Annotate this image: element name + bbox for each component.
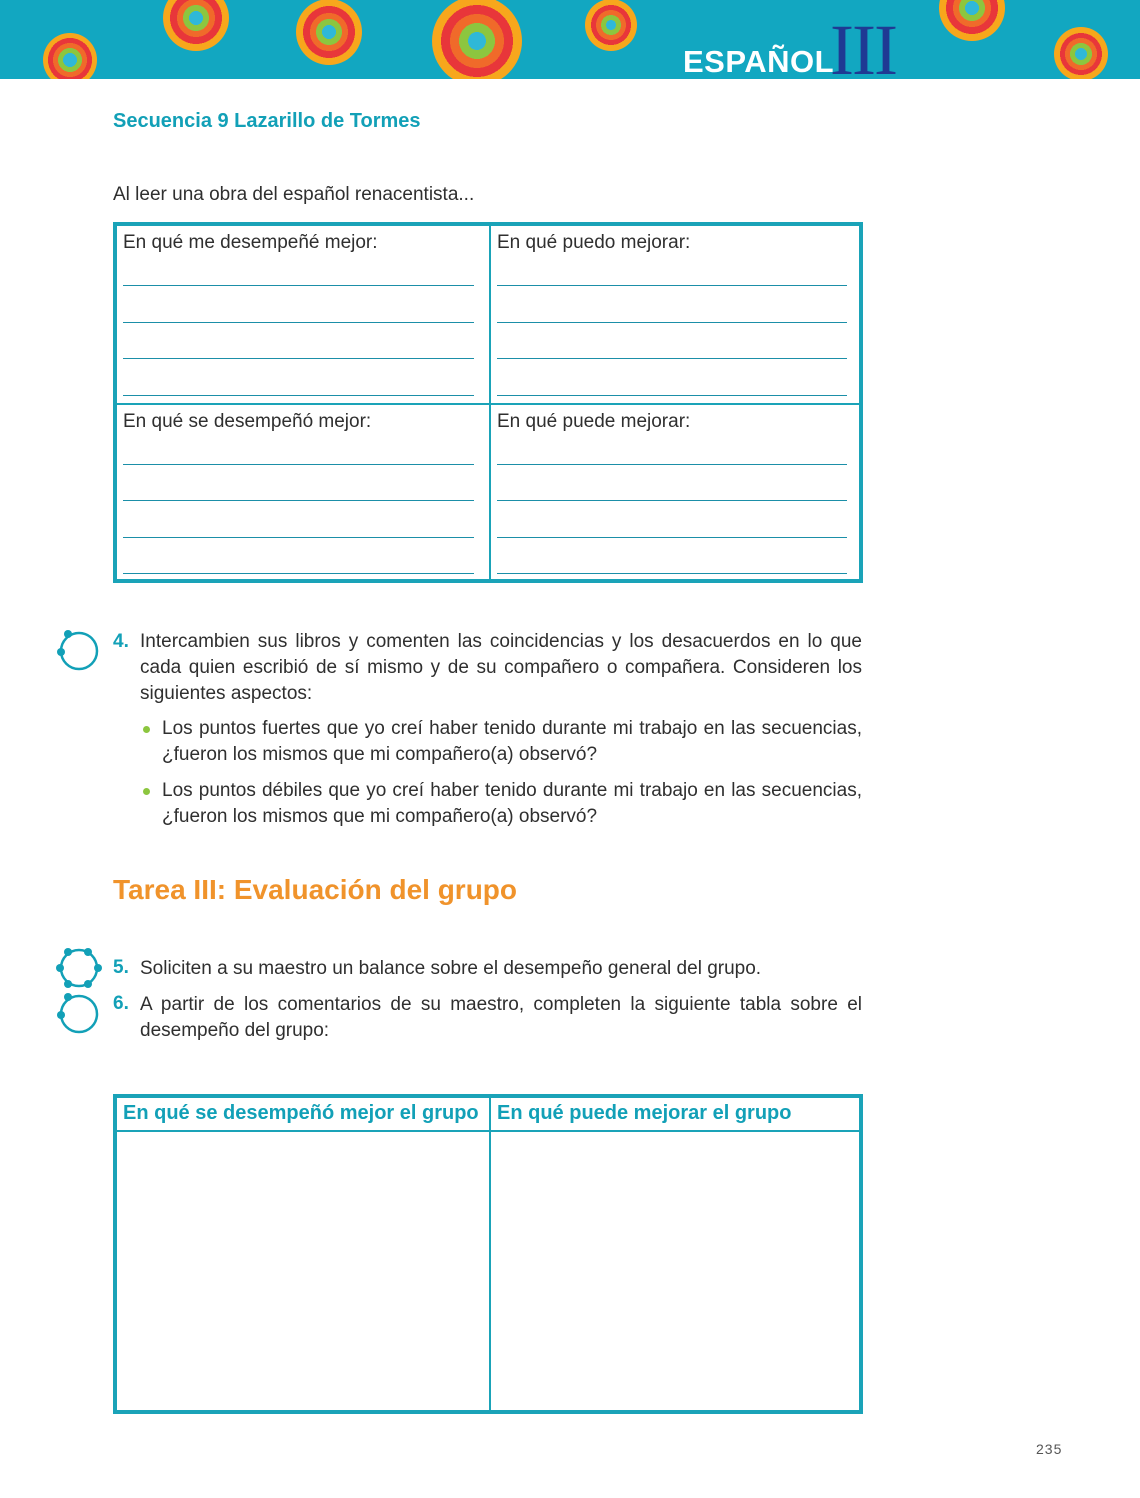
cell-label: En qué se desempeñó mejor:: [123, 411, 372, 432]
writing-line[interactable]: [497, 537, 847, 538]
writing-line[interactable]: [123, 464, 474, 465]
decorative-target-icon: [432, 0, 522, 79]
writing-line[interactable]: [123, 322, 474, 323]
writing-line[interactable]: [497, 500, 847, 501]
cell-label: En qué puede mejorar:: [497, 411, 691, 432]
writing-line[interactable]: [497, 285, 847, 286]
decorative-target-icon: [1054, 27, 1108, 79]
table-header: En qué se desempeñó mejor el grupo: [123, 1102, 479, 1124]
bullet-text: Los puntos fuertes que yo creí haber tenido durante mi trabajo en las secuencias, ¿fueron los mismos que mi compañero(a) observó?: [162, 718, 862, 765]
answer-cell-left[interactable]: [117, 1132, 489, 1410]
pair-work-icon: [55, 991, 101, 1037]
group-assessment-table: [113, 1094, 863, 1414]
writing-line[interactable]: [123, 573, 474, 574]
page-number: 235: [1036, 1441, 1063, 1457]
table-divider: [117, 403, 859, 405]
writing-line[interactable]: [123, 537, 474, 538]
decorative-target-icon: [163, 0, 229, 51]
item-text: Intercambien sus libros y comenten las coincidencias y los desacuerdos en lo que cada quien escribió de sí mismo y de su compañero o compañera. Consideren los siguientes aspectos:: [140, 631, 862, 704]
item-number: 4.: [113, 631, 129, 652]
table-header: En qué puede mejorar el grupo: [497, 1102, 792, 1124]
decorative-target-icon: [585, 0, 637, 51]
header-band: [0, 0, 1140, 79]
writing-line[interactable]: [497, 395, 847, 396]
bullet-icon: [143, 726, 150, 733]
intro-text: Al leer una obra del español renacentista...: [113, 184, 475, 205]
writing-line[interactable]: [123, 500, 474, 501]
task-title: Tarea III: Evaluación del grupo: [113, 874, 518, 905]
item-number: 5.: [113, 957, 129, 978]
writing-line[interactable]: [497, 322, 847, 323]
item-text: Soliciten a su maestro un balance sobre el desempeño general del grupo.: [140, 958, 762, 979]
writing-line[interactable]: [497, 358, 847, 359]
sequence-title: Secuencia 9 Lazarillo de Tormes: [113, 110, 421, 132]
group-work-icon: [55, 945, 103, 991]
item-number: 6.: [113, 993, 129, 1014]
decorative-target-icon: [296, 0, 362, 65]
writing-line[interactable]: [497, 573, 847, 574]
writing-line[interactable]: [123, 395, 474, 396]
self-assessment-table: [113, 222, 863, 583]
decorative-target-icon: [43, 33, 97, 79]
subject-title: ESPAÑOL: [683, 44, 835, 79]
bullet-text: Los puntos débiles que yo creí haber tenido durante mi trabajo en las secuencias, ¿fueron los mismos que mi compañero(a) observó?: [162, 780, 862, 827]
pair-work-icon: [55, 628, 101, 674]
item-text: A partir de los comentarios de su maestro, completen la siguiente tabla sobre el desempeño del grupo:: [140, 994, 862, 1041]
writing-line[interactable]: [497, 464, 847, 465]
writing-line[interactable]: [123, 285, 474, 286]
decorative-target-icon: [939, 0, 1005, 41]
writing-line[interactable]: [123, 358, 474, 359]
volume-numeral: III: [830, 10, 896, 79]
bullet-icon: [143, 788, 150, 795]
cell-label: En qué me desempeñé mejor:: [123, 232, 378, 253]
answer-cell-right[interactable]: [491, 1132, 859, 1410]
cell-label: En qué puedo mejorar:: [497, 232, 691, 253]
